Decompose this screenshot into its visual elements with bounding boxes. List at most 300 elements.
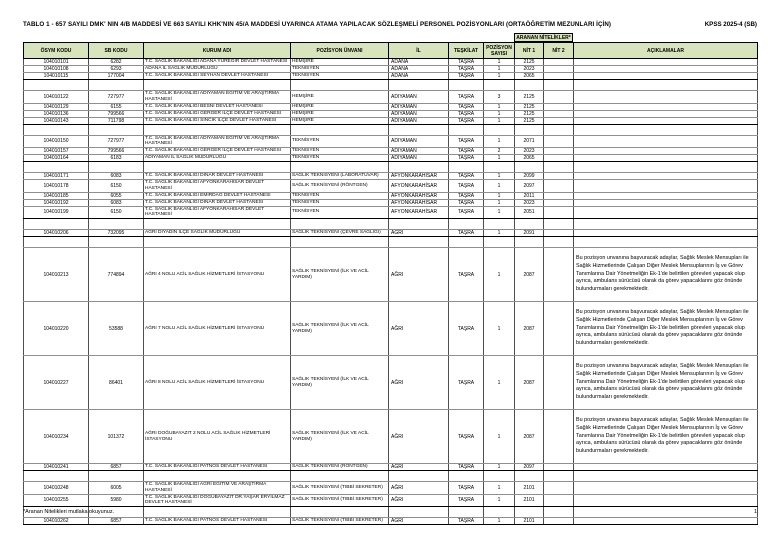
page-title: TABLO 1 - 657 SAYILI DMK' NIN 4/B MADDESİ VE 663 SAYILI KHK'NIN 45/A MADDESİ UYARINCA ATAMA YAPILACAK SÖZLEŞMELİ PERSONEL POZİSYONLARI (ORTAÖĞRETİM MEZUNLARI İÇİN) <box>23 21 612 28</box>
cell-il: AĞRI <box>389 464 449 471</box>
cell-aciklama <box>574 155 758 162</box>
cell-sayi: 1 <box>484 199 515 206</box>
cell-sayi: 1 <box>484 155 515 162</box>
cell-teskilat: TAŞRA <box>449 59 484 66</box>
table-row <box>24 180 758 193</box>
cell-kurum: T.C. SAĞLIK BAKANLIĞI ADIYAMAN EĞİTİM VE ARAŞTIRMA HASTANESİ <box>144 135 291 148</box>
spacer-cell <box>544 124 574 135</box>
spacer-cell <box>484 219 515 230</box>
table-row <box>24 410 758 464</box>
cell-sb: 6005 <box>89 482 144 495</box>
cell-sayi: 1 <box>484 180 515 193</box>
cell-nit1: 2087 <box>515 248 544 302</box>
column-header-pozisyon-sayisi: POZİSYON SAYISI <box>484 43 515 59</box>
cell-sb: 774894 <box>89 248 144 302</box>
cell-nit2 <box>544 91 574 104</box>
cell-il: AFYONKARAHİSAR <box>389 192 449 199</box>
cell-sayi: 2 <box>484 148 515 155</box>
cell-il: AĞRI <box>389 494 449 507</box>
cell-sb: 6183 <box>89 155 144 162</box>
cell-kurum: T.C. SAĞLIK BAKANLIĞI AFYONKARAHİSAR DEVLET HASTANESİ <box>144 206 291 219</box>
spacer-row <box>24 80 758 91</box>
cell-kurum: T.C. SAĞLIK BAKANLIĞI BESNİ DEVLET HASTANESİ <box>144 103 291 110</box>
cell-teskilat: TAŞRA <box>449 464 484 471</box>
column-header-pozisyon-unvani: POZİSYON ÜNVANI <box>291 43 389 59</box>
cell-teskilat: TAŞRA <box>449 66 484 73</box>
cell-sayi: 1 <box>484 356 515 410</box>
cell-aciklama: Bu pozisyon unvanına başvuracak adaylar, Sağlık Meslek Mensupları ile Sağlık Hizmetlerinde Çalışan Diğer Meslek Mensuplarının İş ve Görev Tanımlarına Dair Yönetmeliğin Ek-1'de belirtilen görevleri yapacak olup ayrıca, ambulans sürücüsü olarak da görev yapacaklarını göz önünde bulundurmaları gerekmektedir. <box>574 248 758 302</box>
cell-teskilat: TAŞRA <box>449 199 484 206</box>
cell-nit2 <box>544 103 574 110</box>
spacer-cell <box>24 80 89 91</box>
spacer-cell <box>144 124 291 135</box>
footnote: *Aranan Nitelikleri mutlaka okuyunuz. <box>23 509 115 515</box>
cell-il: ADIYAMAN <box>389 91 449 104</box>
cell-sayi: 1 <box>484 110 515 117</box>
cell-osym: 104010150 <box>24 135 89 148</box>
cell-nit2 <box>544 410 574 464</box>
cell-osym: 104010164 <box>24 155 89 162</box>
cell-il: ADIYAMAN <box>389 117 449 124</box>
table-row <box>24 206 758 219</box>
spacer-cell <box>89 124 144 135</box>
cell-il: AFYONKARAHİSAR <box>389 206 449 219</box>
cell-osym: 104010122 <box>24 91 89 104</box>
cell-il: ADANA <box>389 59 449 66</box>
cell-nit2 <box>544 206 574 219</box>
cell-nit1: 2125 <box>515 91 544 104</box>
table-row <box>24 302 758 356</box>
cell-pozisyon: TEKNİSYEN <box>291 155 389 162</box>
cell-il: ADANA <box>389 66 449 73</box>
spacer-cell <box>89 471 144 482</box>
column-header-kurum-adi: KURUM ADI <box>144 43 291 59</box>
cell-nit1: 2125 <box>515 117 544 124</box>
cell-kurum: T.C. SAĞLIK BAKANLIĞI GERGER İLÇE DEVLET HASTANESİ <box>144 110 291 117</box>
spacer-cell <box>449 219 484 230</box>
spacer-cell <box>144 237 291 248</box>
table-row <box>24 192 758 199</box>
cell-aciklama <box>574 148 758 155</box>
cell-kurum: AĞRI DOĞUBAYAZIT 2 NOLU ACİL SAĞLIK HİZMETLERİ İSTASYONU <box>144 410 291 464</box>
cell-kurum: ADANA İL SAĞLIK MÜDÜRLÜĞÜ <box>144 66 291 73</box>
cell-teskilat: TAŞRA <box>449 410 484 464</box>
cell-sayi: 1 <box>484 494 515 507</box>
spacer-cell <box>484 471 515 482</box>
spacer-cell <box>24 219 89 230</box>
cell-sb: 6293 <box>89 66 144 73</box>
cell-sb: 727977 <box>89 91 144 104</box>
cell-sb: 6083 <box>89 173 144 180</box>
cell-nit1: 2087 <box>515 302 544 356</box>
spacer-cell <box>24 162 89 173</box>
title-bar <box>23 21 757 28</box>
cell-sayi: 1 <box>484 482 515 495</box>
cell-il: ADIYAMAN <box>389 135 449 148</box>
cell-nit1: 2101 <box>515 518 544 525</box>
spacer-cell <box>574 237 758 248</box>
cell-il: AĞRI <box>389 248 449 302</box>
cell-teskilat: TAŞRA <box>449 117 484 124</box>
cell-aciklama <box>574 66 758 73</box>
cell-nit2 <box>544 248 574 302</box>
cell-sayi: 3 <box>484 91 515 104</box>
cell-aciklama <box>574 494 758 507</box>
table-row <box>24 248 758 302</box>
cell-sb: 799566 <box>89 110 144 117</box>
cell-sb: 732095 <box>89 230 144 237</box>
cell-sayi: 1 <box>484 73 515 80</box>
cell-osym: 104010255 <box>24 494 89 507</box>
cell-osym: 104010199 <box>24 206 89 219</box>
cell-sayi: 1 <box>484 230 515 237</box>
cell-kurum: T.C. SAĞLIK BAKANLIĞI PATNOS DEVLET HASTANESİ <box>144 518 291 525</box>
column-header-sb-kodu: SB KODU <box>89 43 144 59</box>
cell-sayi: 1 <box>484 192 515 199</box>
cell-aciklama <box>574 73 758 80</box>
cell-pozisyon: SAĞLIK TEKNİSYENİ (RÖNTGEN) <box>291 464 389 471</box>
spacer-cell <box>389 219 449 230</box>
spacer-cell <box>484 237 515 248</box>
cell-pozisyon: TEKNİSYEN <box>291 199 389 206</box>
position-table <box>23 42 758 525</box>
spacer-cell <box>484 162 515 173</box>
cell-osym: 104010171 <box>24 173 89 180</box>
cell-osym: 104010227 <box>24 356 89 410</box>
cell-osym: 104010241 <box>24 464 89 471</box>
spacer-cell <box>89 237 144 248</box>
table-row <box>24 59 758 66</box>
spacer-row <box>24 471 758 482</box>
cell-nit2 <box>544 302 574 356</box>
cell-il: AĞRI <box>389 410 449 464</box>
cell-pozisyon: HEMŞİRE <box>291 91 389 104</box>
cell-sayi: 1 <box>484 410 515 464</box>
cell-il: ADANA <box>389 73 449 80</box>
cell-pozisyon: SAĞLIK TEKNİSYENİ (İLK VE ACİL YARDIM) <box>291 302 389 356</box>
cell-nit2 <box>544 180 574 193</box>
cell-nit2 <box>544 192 574 199</box>
cell-osym: 104010185 <box>24 192 89 199</box>
table-row <box>24 464 758 471</box>
cell-kurum: T.C. SAĞLIK BAKANLIĞI GERGER İLÇE DEVLET HASTANESİ <box>144 148 291 155</box>
page-number: 1 <box>753 509 757 515</box>
cell-il: AFYONKARAHİSAR <box>389 180 449 193</box>
cell-sb: 6857 <box>89 464 144 471</box>
cell-teskilat: TAŞRA <box>449 356 484 410</box>
cell-teskilat: TAŞRA <box>449 155 484 162</box>
cell-aciklama <box>574 180 758 193</box>
cell-sayi: 1 <box>484 135 515 148</box>
cell-teskilat: TAŞRA <box>449 248 484 302</box>
table-row <box>24 230 758 237</box>
cell-sb: 101372 <box>89 410 144 464</box>
cell-nit1: 2101 <box>515 494 544 507</box>
spacer-row <box>24 162 758 173</box>
footer-bar <box>23 509 757 515</box>
table-row <box>24 173 758 180</box>
cell-kurum: AĞRI 4 NOLU ACİL SAĞLIK HİZMETLERİ İSTASYONU <box>144 248 291 302</box>
cell-nit1: 2125 <box>515 110 544 117</box>
spacer-cell <box>144 471 291 482</box>
spacer-cell <box>389 471 449 482</box>
cell-teskilat: TAŞRA <box>449 230 484 237</box>
cell-sayi: 1 <box>484 518 515 525</box>
cell-kurum: T.C. SAĞLIK BAKANLIĞI PATNOS DEVLET HASTANESİ <box>144 464 291 471</box>
cell-kurum: AĞRI 8 NOLU ACİL SAĞLIK HİZMETLERİ İSTASYONU <box>144 356 291 410</box>
cell-osym: 104010101 <box>24 59 89 66</box>
cell-osym: 104010108 <box>24 66 89 73</box>
cell-pozisyon: SAĞLIK TEKNİSYENİ (TIBBİ SEKRETER) <box>291 494 389 507</box>
cell-nit1: 2125 <box>515 103 544 110</box>
table-row <box>24 199 758 206</box>
cell-sb: 727977 <box>89 135 144 148</box>
cell-nit2 <box>544 356 574 410</box>
cell-nit2 <box>544 110 574 117</box>
spacer-cell <box>574 219 758 230</box>
cell-aciklama <box>574 91 758 104</box>
cell-osym: 104010234 <box>24 410 89 464</box>
column-header-il: İL <box>389 43 449 59</box>
spacer-cell <box>515 162 544 173</box>
spacer-cell <box>515 471 544 482</box>
column-header-osym-kodu: ÖSYM KODU <box>24 43 89 59</box>
spacer-cell <box>291 162 389 173</box>
spacer-cell <box>291 471 389 482</box>
cell-il: ADIYAMAN <box>389 110 449 117</box>
cell-kurum: T.C. SAĞLIK BAKANLIĞI EMİRDAĞ DEVLET HASTANESİ <box>144 192 291 199</box>
cell-sb: 6857 <box>89 518 144 525</box>
cell-il: AFYONKARAHİSAR <box>389 199 449 206</box>
spacer-cell <box>24 237 89 248</box>
cell-aciklama: Bu pozisyon unvanına başvuracak adaylar, Sağlık Meslek Mensupları ile Sağlık Hizmetlerinde Çalışan Diğer Meslek Mensuplarının İş ve Görev Tanımlarına Dair Yönetmeliğin Ek-1'de belirtilen görevleri yapacak olup ayrıca, ambulans sürücüsü olarak da görev yapacaklarını göz önünde bulundurmaları gerekmektedir. <box>574 356 758 410</box>
cell-kurum: T.C. SAĞLIK BAKANLIĞI DİNAR DEVLET HASTANESİ <box>144 173 291 180</box>
cell-aciklama <box>574 135 758 148</box>
cell-sayi: 1 <box>484 59 515 66</box>
cell-pozisyon: HEMŞİRE <box>291 59 389 66</box>
spacer-cell <box>291 124 389 135</box>
cell-pozisyon: SAĞLIK TEKNİSYENİ (İLK VE ACİL YARDIM) <box>291 248 389 302</box>
cell-kurum: T.C. SAĞLIK BAKANLIĞI SİNCİK İLÇE DEVLET HASTANESİ <box>144 117 291 124</box>
spacer-cell <box>389 237 449 248</box>
cell-aciklama: Bu pozisyon unvanına başvuracak adaylar, Sağlık Meslek Mensupları ile Sağlık Hizmetlerinde Çalışan Diğer Meslek Mensuplarının İş ve Görev Tanımlarına Dair Yönetmeliğin Ek-1'de belirtilen görevleri yapacak olup ayrıca, ambulans sürücüsü olarak da görev yapacaklarını göz önünde bulundurmaları gerekmektedir. <box>574 410 758 464</box>
cell-pozisyon: HEMŞİRE <box>291 103 389 110</box>
cell-teskilat: TAŞRA <box>449 103 484 110</box>
spacer-cell <box>449 80 484 91</box>
cell-osym: 104010136 <box>24 110 89 117</box>
cell-sb: 711798 <box>89 117 144 124</box>
merged-header-aranan-nitelikler: ARANAN NİTELİKLER* <box>514 33 573 42</box>
cell-nit2 <box>544 518 574 525</box>
cell-kurum: T.C. SAĞLIK BAKANLIĞI ADANA YÜREĞİR DEVLET HASTANESİ <box>144 59 291 66</box>
cell-teskilat: TAŞRA <box>449 482 484 495</box>
cell-nit1: 2125 <box>515 59 544 66</box>
cell-sb: 5980 <box>89 494 144 507</box>
cell-teskilat: TAŞRA <box>449 110 484 117</box>
table-row <box>24 117 758 124</box>
spacer-cell <box>544 80 574 91</box>
cell-kurum: T.C. SAĞLIK BAKANLIĞI DOĞUBAYAZIT DR.YAŞAR ERYILMAZ DEVLET HASTANESİ <box>144 494 291 507</box>
cell-sayi: 1 <box>484 464 515 471</box>
cell-kurum: ADIYAMAN İL SAĞLIK MÜDÜRLÜĞÜ <box>144 155 291 162</box>
table-row <box>24 356 758 410</box>
cell-teskilat: TAŞRA <box>449 180 484 193</box>
cell-nit2 <box>544 464 574 471</box>
cell-nit1: 2099 <box>515 173 544 180</box>
cell-aciklama <box>574 464 758 471</box>
cell-nit1: 2071 <box>515 135 544 148</box>
spacer-row <box>24 237 758 248</box>
cell-sb: 6150 <box>89 180 144 193</box>
spacer-cell <box>484 80 515 91</box>
cell-aciklama <box>574 206 758 219</box>
column-header-nit-1: NİT 1 <box>515 43 544 59</box>
cell-aciklama <box>574 518 758 525</box>
column-header-aciklamalar: AÇIKLAMALAR <box>574 43 758 59</box>
cell-teskilat: TAŞRA <box>449 518 484 525</box>
cell-osym: 104010206 <box>24 230 89 237</box>
cell-sb: 6155 <box>89 103 144 110</box>
cell-nit1: 2023 <box>515 148 544 155</box>
cell-nit2 <box>544 66 574 73</box>
cell-pozisyon: TEKNİSYEN <box>291 192 389 199</box>
cell-kurum: T.C. SAĞLIK BAKANLIĞI ADIYAMAN EĞİTİM VE ARAŞTIRMA HASTANESİ <box>144 91 291 104</box>
cell-osym: 104010248 <box>24 482 89 495</box>
cell-nit1: 2011 <box>515 192 544 199</box>
cell-kurum: AĞRI 7 NOLU ACİL SAĞLIK HİZMETLERİ İSTASYONU <box>144 302 291 356</box>
cell-kurum: T.C. SAĞLIK BAKANLIĞI AFYONKARAHİSAR DEVLET HASTANESİ <box>144 180 291 193</box>
spacer-cell <box>89 80 144 91</box>
cell-nit2 <box>544 135 574 148</box>
spacer-row <box>24 219 758 230</box>
cell-nit1: 2065 <box>515 155 544 162</box>
spacer-cell <box>574 471 758 482</box>
spacer-cell <box>449 124 484 135</box>
cell-sayi: 1 <box>484 206 515 219</box>
cell-sb: 86401 <box>89 356 144 410</box>
cell-nit1: 2023 <box>515 66 544 73</box>
cell-kurum: AĞRI DİYADİN İLÇE SAĞLIK MÜDÜRLÜĞÜ <box>144 230 291 237</box>
cell-osym: 104010129 <box>24 103 89 110</box>
cell-teskilat: TAŞRA <box>449 192 484 199</box>
cell-sayi: 1 <box>484 66 515 73</box>
cell-osym: 104010157 <box>24 148 89 155</box>
spacer-cell <box>291 219 389 230</box>
cell-sb: 6055 <box>89 192 144 199</box>
cell-teskilat: TAŞRA <box>449 173 484 180</box>
cell-il: AĞRI <box>389 356 449 410</box>
cell-aciklama <box>574 192 758 199</box>
spacer-cell <box>515 80 544 91</box>
table-row <box>24 91 758 104</box>
spacer-cell <box>291 237 389 248</box>
cell-il: AĞRI <box>389 482 449 495</box>
spacer-cell <box>144 80 291 91</box>
spacer-cell <box>449 162 484 173</box>
cell-pozisyon: TEKNİSYEN <box>291 66 389 73</box>
spacer-cell <box>449 237 484 248</box>
cell-nit2 <box>544 199 574 206</box>
cell-sb: 6150 <box>89 206 144 219</box>
cell-kurum: T.C. SAĞLIK BAKANLIĞI AĞRI EĞİTİM VE ARAŞTIRMA HASTANESİ <box>144 482 291 495</box>
cell-pozisyon: HEMŞİRE <box>291 110 389 117</box>
cell-nit2 <box>544 59 574 66</box>
column-header-nit-2: NİT 2 <box>544 43 574 59</box>
spacer-cell <box>89 162 144 173</box>
spacer-cell <box>574 124 758 135</box>
spacer-cell <box>144 162 291 173</box>
table-row <box>24 135 758 148</box>
cell-kurum: T.C. SAĞLIK BAKANLIĞI DİNAR DEVLET HASTANESİ <box>144 199 291 206</box>
spacer-cell <box>544 162 574 173</box>
cell-osym: 104010262 <box>24 518 89 525</box>
cell-pozisyon: SAĞLIK TEKNİSYENİ (LABORATUVAR) <box>291 173 389 180</box>
table-row <box>24 482 758 495</box>
cell-pozisyon: SAĞLIK TEKNİSYENİ (ÇEVRE SAĞLIĞI) <box>291 230 389 237</box>
cell-aciklama <box>574 110 758 117</box>
cell-pozisyon: HEMŞİRE <box>291 117 389 124</box>
cell-sb: 6083 <box>89 199 144 206</box>
cell-sayi: 1 <box>484 117 515 124</box>
cell-pozisyon: SAĞLIK TEKNİSYENİ (TIBBİ SEKRETER) <box>291 518 389 525</box>
spacer-cell <box>484 124 515 135</box>
cell-pozisyon: TEKNİSYEN <box>291 148 389 155</box>
cell-aciklama <box>574 230 758 237</box>
cell-il: ADIYAMAN <box>389 103 449 110</box>
cell-osym: 104010213 <box>24 248 89 302</box>
spacer-cell <box>544 471 574 482</box>
cell-nit1: 2097 <box>515 464 544 471</box>
position-table-body <box>24 59 758 525</box>
cell-pozisyon: SAĞLIK TEKNİSYENİ (İLK VE ACİL YARDIM) <box>291 356 389 410</box>
cell-nit1: 2087 <box>515 356 544 410</box>
cell-nit2 <box>544 155 574 162</box>
cell-sb: 799566 <box>89 148 144 155</box>
cell-pozisyon: SAĞLIK TEKNİSYENİ (İLK VE ACİL YARDIM) <box>291 410 389 464</box>
spacer-cell <box>89 219 144 230</box>
spacer-cell <box>515 237 544 248</box>
cell-sb: 177004 <box>89 73 144 80</box>
cell-nit1: 2091 <box>515 230 544 237</box>
cell-pozisyon: TEKNİSYEN <box>291 206 389 219</box>
cell-il: ADIYAMAN <box>389 148 449 155</box>
cell-osym: 104010143 <box>24 117 89 124</box>
column-header-teskilat: TEŞKİLAT <box>449 43 484 59</box>
cell-teskilat: TAŞRA <box>449 494 484 507</box>
cell-nit2 <box>544 230 574 237</box>
cell-pozisyon: TEKNİSYEN <box>291 135 389 148</box>
cell-pozisyon: SAĞLIK TEKNİSYENİ (TIBBİ SEKRETER) <box>291 482 389 495</box>
cell-nit1: 2087 <box>515 410 544 464</box>
spacer-cell <box>24 471 89 482</box>
spacer-cell <box>544 237 574 248</box>
spacer-cell <box>389 80 449 91</box>
cell-pozisyon: TEKNİSYEN <box>291 73 389 80</box>
cell-sayi: 1 <box>484 302 515 356</box>
cell-sb: 53588 <box>89 302 144 356</box>
cell-teskilat: TAŞRA <box>449 135 484 148</box>
cell-aciklama <box>574 103 758 110</box>
cell-osym: 104010115 <box>24 73 89 80</box>
cell-pozisyon: SAĞLIK TEKNİSYENİ (RÖNTGEN) <box>291 180 389 193</box>
cell-nit2 <box>544 173 574 180</box>
cell-il: AFYONKARAHİSAR <box>389 173 449 180</box>
table-row <box>24 494 758 507</box>
cell-teskilat: TAŞRA <box>449 302 484 356</box>
spacer-cell <box>515 124 544 135</box>
spacer-cell <box>544 219 574 230</box>
spacer-cell <box>24 124 89 135</box>
